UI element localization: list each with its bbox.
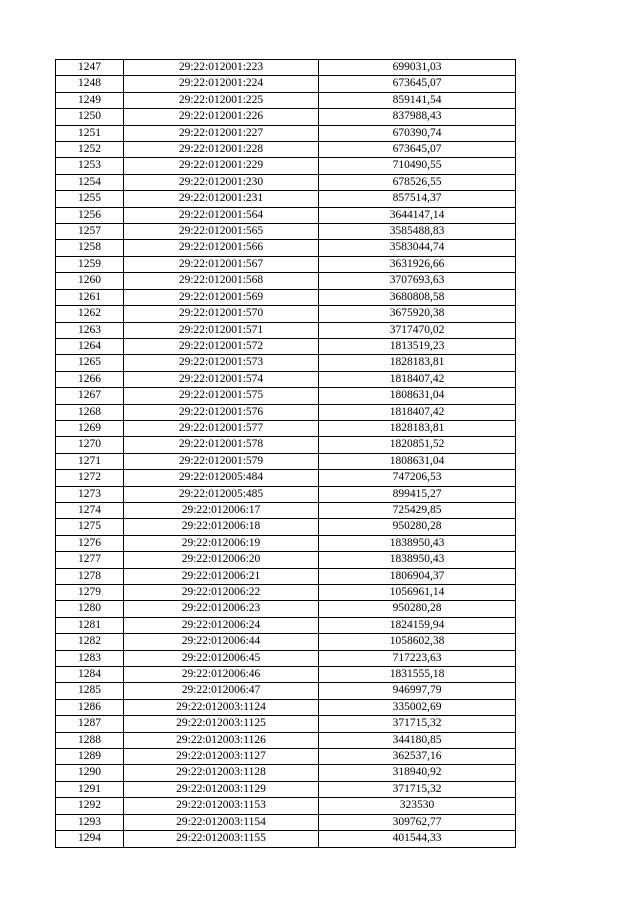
table-row xyxy=(56,76,516,92)
cadastral-value-cell: 699031,03 xyxy=(319,60,516,76)
cadastral-value-cell: 859141,54 xyxy=(319,92,516,108)
table-row xyxy=(56,667,516,683)
cadastral-value-cell: 3717470,02 xyxy=(319,322,516,338)
table-row xyxy=(56,273,516,289)
cadastral-number-cell: 29:22:012001:226 xyxy=(124,109,319,125)
row-number-cell: 1289 xyxy=(56,749,124,765)
cadastral-value-cell: 1824159,94 xyxy=(319,617,516,633)
cadastral-number-cell: 29:22:012001:566 xyxy=(124,240,319,256)
cadastral-number-cell: 29:22:012001:573 xyxy=(124,355,319,371)
cadastral-number-cell: 29:22:012006:23 xyxy=(124,601,319,617)
row-number-cell: 1285 xyxy=(56,683,124,699)
cadastral-value-cell: 1056961,14 xyxy=(319,585,516,601)
row-number-cell: 1275 xyxy=(56,519,124,535)
table-row xyxy=(56,486,516,502)
cadastral-number-cell: 29:22:012001:569 xyxy=(124,289,319,305)
table-row xyxy=(56,420,516,436)
row-number-cell: 1276 xyxy=(56,535,124,551)
cadastral-value-cell: 1838950,43 xyxy=(319,535,516,551)
table-row xyxy=(56,240,516,256)
table-row xyxy=(56,781,516,797)
table-row xyxy=(56,831,516,847)
cadastral-value-cell: 318940,92 xyxy=(319,765,516,781)
cadastral-number-cell: 29:22:012005:484 xyxy=(124,470,319,486)
row-number-cell: 1263 xyxy=(56,322,124,338)
cadastral-value-cell: 1808631,04 xyxy=(319,388,516,404)
cadastral-number-cell: 29:22:012001:565 xyxy=(124,224,319,240)
row-number-cell: 1287 xyxy=(56,716,124,732)
table-row xyxy=(56,716,516,732)
table-row xyxy=(56,355,516,371)
row-number-cell: 1268 xyxy=(56,404,124,420)
row-number-cell: 1265 xyxy=(56,355,124,371)
cadastral-value-cell: 678526,55 xyxy=(319,174,516,190)
cadastral-value-cell: 1828183,81 xyxy=(319,355,516,371)
row-number-cell: 1281 xyxy=(56,617,124,633)
table-row xyxy=(56,585,516,601)
cadastral-value-cell: 335002,69 xyxy=(319,699,516,715)
cadastral-number-cell: 29:22:012001:230 xyxy=(124,174,319,190)
cadastral-value-cell: 710490,55 xyxy=(319,158,516,174)
cadastral-number-cell: 29:22:012003:1126 xyxy=(124,732,319,748)
cadastral-value-cell: 344180,85 xyxy=(319,732,516,748)
cadastral-value-cell: 717223,63 xyxy=(319,650,516,666)
row-number-cell: 1261 xyxy=(56,289,124,305)
table-row xyxy=(56,601,516,617)
table-row xyxy=(56,109,516,125)
row-number-cell: 1255 xyxy=(56,191,124,207)
table-row xyxy=(56,814,516,830)
row-number-cell: 1272 xyxy=(56,470,124,486)
row-number-cell: 1248 xyxy=(56,76,124,92)
table-row xyxy=(56,404,516,420)
table-row xyxy=(56,535,516,551)
cadastral-value-table xyxy=(55,59,516,848)
cadastral-number-cell: 29:22:012001:229 xyxy=(124,158,319,174)
cadastral-number-cell: 29:22:012006:17 xyxy=(124,502,319,518)
cadastral-value-cell: 323530 xyxy=(319,798,516,814)
cadastral-number-cell: 29:22:012001:576 xyxy=(124,404,319,420)
cadastral-number-cell: 29:22:012001:567 xyxy=(124,256,319,272)
cadastral-value-cell: 3644147,14 xyxy=(319,207,516,223)
row-number-cell: 1258 xyxy=(56,240,124,256)
cadastral-value-cell: 747206,53 xyxy=(319,470,516,486)
row-number-cell: 1288 xyxy=(56,732,124,748)
cadastral-number-cell: 29:22:012003:1128 xyxy=(124,765,319,781)
table-row xyxy=(56,568,516,584)
row-number-cell: 1256 xyxy=(56,207,124,223)
table-row xyxy=(56,552,516,568)
table-row xyxy=(56,798,516,814)
cadastral-number-cell: 29:22:012001:571 xyxy=(124,322,319,338)
row-number-cell: 1280 xyxy=(56,601,124,617)
cadastral-value-cell: 3585488,83 xyxy=(319,224,516,240)
cadastral-value-cell: 1806904,37 xyxy=(319,568,516,584)
cadastral-value-cell: 1820851,52 xyxy=(319,437,516,453)
row-number-cell: 1279 xyxy=(56,585,124,601)
row-number-cell: 1251 xyxy=(56,125,124,141)
cadastral-value-cell: 3707693,63 xyxy=(319,273,516,289)
row-number-cell: 1253 xyxy=(56,158,124,174)
table-row xyxy=(56,699,516,715)
row-number-cell: 1266 xyxy=(56,371,124,387)
cadastral-number-cell: 29:22:012001:224 xyxy=(124,76,319,92)
cadastral-number-cell: 29:22:012001:225 xyxy=(124,92,319,108)
row-number-cell: 1294 xyxy=(56,831,124,847)
table-row xyxy=(56,683,516,699)
cadastral-value-cell: 1808631,04 xyxy=(319,453,516,469)
cadastral-value-cell: 899415,27 xyxy=(319,486,516,502)
cadastral-value-cell: 1818407,42 xyxy=(319,404,516,420)
table-row xyxy=(56,617,516,633)
cadastral-number-cell: 29:22:012006:45 xyxy=(124,650,319,666)
cadastral-value-cell: 946997,79 xyxy=(319,683,516,699)
cadastral-number-cell: 29:22:012003:1153 xyxy=(124,798,319,814)
row-number-cell: 1259 xyxy=(56,256,124,272)
table-row xyxy=(56,207,516,223)
cadastral-number-cell: 29:22:012006:19 xyxy=(124,535,319,551)
table-row xyxy=(56,519,516,535)
table-row xyxy=(56,338,516,354)
cadastral-number-cell: 29:22:012006:46 xyxy=(124,667,319,683)
row-number-cell: 1270 xyxy=(56,437,124,453)
cadastral-value-cell: 3631926,66 xyxy=(319,256,516,272)
row-number-cell: 1286 xyxy=(56,699,124,715)
cadastral-number-cell: 29:22:012001:227 xyxy=(124,125,319,141)
table-row xyxy=(56,60,516,76)
table-row xyxy=(56,371,516,387)
table-row xyxy=(56,125,516,141)
table-row xyxy=(56,502,516,518)
cadastral-number-cell: 29:22:012001:568 xyxy=(124,273,319,289)
cadastral-value-cell: 950280,28 xyxy=(319,601,516,617)
row-number-cell: 1290 xyxy=(56,765,124,781)
cadastral-number-cell: 29:22:012001:578 xyxy=(124,437,319,453)
row-number-cell: 1271 xyxy=(56,453,124,469)
cadastral-number-cell: 29:22:012006:20 xyxy=(124,552,319,568)
row-number-cell: 1257 xyxy=(56,224,124,240)
row-number-cell: 1247 xyxy=(56,60,124,76)
row-number-cell: 1264 xyxy=(56,338,124,354)
cadastral-value-cell: 857514,37 xyxy=(319,191,516,207)
row-number-cell: 1278 xyxy=(56,568,124,584)
cadastral-value-cell: 1831555,18 xyxy=(319,667,516,683)
table-row xyxy=(56,650,516,666)
cadastral-value-cell: 3680808,58 xyxy=(319,289,516,305)
table-row xyxy=(56,224,516,240)
cadastral-number-cell: 29:22:012001:223 xyxy=(124,60,319,76)
cadastral-value-cell: 1813519,23 xyxy=(319,338,516,354)
cadastral-number-cell: 29:22:012003:1125 xyxy=(124,716,319,732)
row-number-cell: 1252 xyxy=(56,142,124,158)
table-row xyxy=(56,158,516,174)
cadastral-number-cell: 29:22:012003:1129 xyxy=(124,781,319,797)
cadastral-number-cell: 29:22:012006:21 xyxy=(124,568,319,584)
cadastral-number-cell: 29:22:012001:575 xyxy=(124,388,319,404)
table-row xyxy=(56,322,516,338)
row-number-cell: 1291 xyxy=(56,781,124,797)
table-row xyxy=(56,634,516,650)
row-number-cell: 1267 xyxy=(56,388,124,404)
table-row xyxy=(56,437,516,453)
row-number-cell: 1262 xyxy=(56,306,124,322)
table-row xyxy=(56,92,516,108)
cadastral-value-cell: 3675920,38 xyxy=(319,306,516,322)
cadastral-number-cell: 29:22:012003:1127 xyxy=(124,749,319,765)
cadastral-number-cell: 29:22:012006:18 xyxy=(124,519,319,535)
row-number-cell: 1274 xyxy=(56,502,124,518)
cadastral-value-cell: 1058602,38 xyxy=(319,634,516,650)
cadastral-number-cell: 29:22:012001:572 xyxy=(124,338,319,354)
cadastral-value-cell: 673645,07 xyxy=(319,142,516,158)
cadastral-value-cell: 673645,07 xyxy=(319,76,516,92)
cadastral-value-cell: 3583044,74 xyxy=(319,240,516,256)
table-row xyxy=(56,306,516,322)
cadastral-value-cell: 362537,16 xyxy=(319,749,516,765)
cadastral-number-cell: 29:22:012006:47 xyxy=(124,683,319,699)
table-row xyxy=(56,470,516,486)
table-row xyxy=(56,289,516,305)
table-body xyxy=(56,60,516,848)
row-number-cell: 1249 xyxy=(56,92,124,108)
table-row xyxy=(56,142,516,158)
cadastral-number-cell: 29:22:012001:574 xyxy=(124,371,319,387)
row-number-cell: 1292 xyxy=(56,798,124,814)
table-row xyxy=(56,388,516,404)
table-row xyxy=(56,765,516,781)
cadastral-number-cell: 29:22:012003:1155 xyxy=(124,831,319,847)
table-row xyxy=(56,174,516,190)
cadastral-number-cell: 29:22:012005:485 xyxy=(124,486,319,502)
cadastral-number-cell: 29:22:012006:24 xyxy=(124,617,319,633)
table-row xyxy=(56,749,516,765)
table-row xyxy=(56,732,516,748)
row-number-cell: 1282 xyxy=(56,634,124,650)
cadastral-number-cell: 29:22:012001:579 xyxy=(124,453,319,469)
row-number-cell: 1277 xyxy=(56,552,124,568)
cadastral-value-cell: 1838950,43 xyxy=(319,552,516,568)
cadastral-value-cell: 837988,43 xyxy=(319,109,516,125)
cadastral-value-cell: 670390,74 xyxy=(319,125,516,141)
cadastral-number-cell: 29:22:012001:231 xyxy=(124,191,319,207)
cadastral-number-cell: 29:22:012001:570 xyxy=(124,306,319,322)
cadastral-number-cell: 29:22:012003:1154 xyxy=(124,814,319,830)
cadastral-value-cell: 725429,85 xyxy=(319,502,516,518)
row-number-cell: 1293 xyxy=(56,814,124,830)
cadastral-number-cell: 29:22:012001:577 xyxy=(124,420,319,436)
cadastral-value-cell: 950280,28 xyxy=(319,519,516,535)
table-row xyxy=(56,453,516,469)
row-number-cell: 1284 xyxy=(56,667,124,683)
row-number-cell: 1273 xyxy=(56,486,124,502)
cadastral-value-cell: 371715,32 xyxy=(319,716,516,732)
cadastral-value-cell: 1818407,42 xyxy=(319,371,516,387)
row-number-cell: 1269 xyxy=(56,420,124,436)
row-number-cell: 1260 xyxy=(56,273,124,289)
cadastral-number-cell: 29:22:012003:1124 xyxy=(124,699,319,715)
cadastral-number-cell: 29:22:012006:22 xyxy=(124,585,319,601)
row-number-cell: 1254 xyxy=(56,174,124,190)
table-row xyxy=(56,256,516,272)
cadastral-number-cell: 29:22:012006:44 xyxy=(124,634,319,650)
cadastral-value-cell: 401544,33 xyxy=(319,831,516,847)
cadastral-value-cell: 1828183,81 xyxy=(319,420,516,436)
cadastral-value-cell: 309762,77 xyxy=(319,814,516,830)
cadastral-value-cell: 371715,32 xyxy=(319,781,516,797)
cadastral-number-cell: 29:22:012001:228 xyxy=(124,142,319,158)
table-row xyxy=(56,191,516,207)
row-number-cell: 1250 xyxy=(56,109,124,125)
cadastral-number-cell: 29:22:012001:564 xyxy=(124,207,319,223)
row-number-cell: 1283 xyxy=(56,650,124,666)
